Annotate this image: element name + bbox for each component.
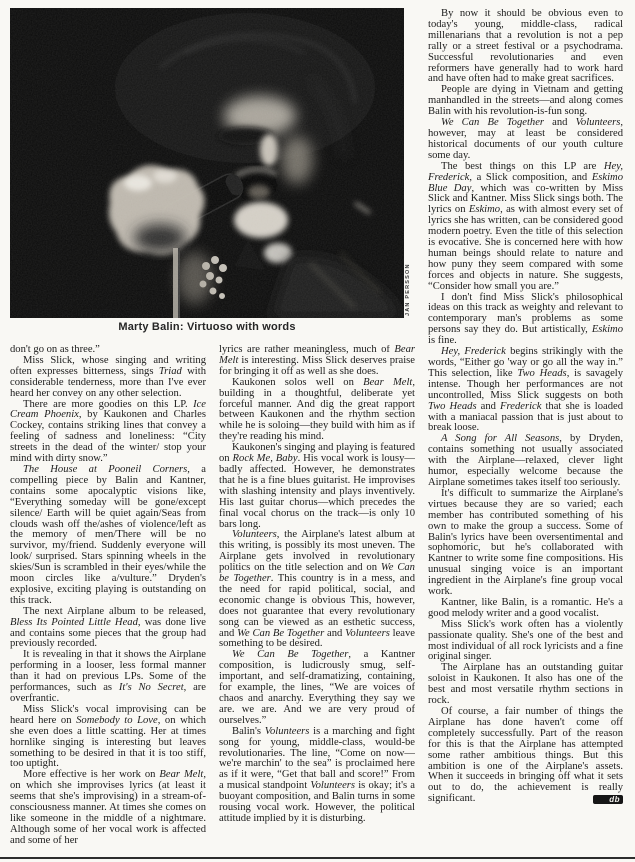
end-of-article-db-mark: db [593,795,623,804]
paragraph: Miss Slick, whose singing and writing often expresses bitterness, sings Triad with considerable tenderness, more than I've ever heard her convey on any other selection. [10,354,206,399]
paragraph: lyrics are rather meaningless, much of Bear Melt is interesting. Miss Slick deserves praise for bringing it off as well as she does. [219,345,415,377]
paragraph: Balin's Volunteers is a marching and fight song for young, middle-class, would-be revolutionaries. The line, “Come on now—we're marchin' to the sea” is proclaimed here as if it were, “Get that ball and score!” From a musical standpoint Volunteers is okay; it's a buoyant composition, and Balin turns in some rousing vocal work. However, the political attitude implied by it is disturbing. [219,725,415,824]
photo-caption: Marty Balin: Virtuoso with words [118,321,296,333]
paragraph: Kantner, like Balin, is a romantic. He's a good melody writer and a good vocalist. [428,596,623,619]
paragraph: The best things on this LP are Hey, Frederick, a Slick composition, and Eskimo Blue Day, which was co-written by Miss Slick and Kantner. Miss Slick sings both. The lyrics on Eskimo, as with almost every set of lyrics she has written, can be considered good modern poetry. Even the title of this selection is evocative. She is concerned here with how human beings should relate to nature and how puny they seem compared with some forces and objects in nature. She suggests, “Consider how small you are.” [428,160,623,292]
article-column-right [428,9,623,856]
paragraph: Of course, a fair number of things the Airplane has done haven't come off completely successfully. Part of the reason for this is that the Airplane has attempted some rather ambitious things. But this ambition is one of the Airplane's assets. When it succeeds in bringing off what it sets out to do, the achievement is really significant. db [428,706,623,805]
paragraph: The Airplane has an outstanding guitar soloist in Kaukonen. It also has one of the best and most versatile rhythm sections in rock. [428,662,623,707]
photographer-credit: JAN PERSSON [405,263,411,316]
bottom-rule [0,857,635,859]
paragraph: Miss Slick's work often has a violently passionate quality. She's one of the best and most individual of all rock lyricists and a fine original singer. [428,618,623,663]
photo-illustration [10,8,404,318]
paragraph: We Can Be Together and Volunteers, however, may at least be considered historical documents of our youth culture some day. [428,117,623,161]
paragraph: I don't find Miss Slick's philosophical ideas on this track as weighty and relevant to contemporary man's problems as some persons say they do. But artistically, Eskimo is fine. [428,291,623,347]
paragraph: Kaukonen solos well on Bear Melt, building in a thoughtful, deliberate yet forceful manner. And dig the great rapport between Kaukonen and the rhythm section while he is soloing—they build with him as if they're reading his mind. [219,376,415,443]
paragraph: It's difficult to summarize the Airplane's virtues because they are so varied; each member has contributed something of his own to make the group a success. Some of Balin's lyrics have been oversentimental and sophomoric, but he's collaborated with Kantner to write some fine compositions. His unusual singing voice is an important ingredient in the Airplane's fine group vocal work. [428,487,623,598]
paragraph: People are dying in Vietnam and getting manhandled in the streets—and along comes Balin with his revolution-is-fun song. [428,84,623,118]
paragraph: Miss Slick's vocal improvising can be heard here on Somebody to Love, on which she even does a little scatting. Her at times hornlike singing is interesting but leaves something to be desired in that it is too stiff, too uptight. [10,703,206,770]
paragraph: don't go on as three.” [10,345,100,355]
article-column-left [10,345,206,856]
paragraph: Kaukonen's singing and playing is featured on Rock Me, Baby. His vocal work is lousy—badly affected. However, he demonstrates that he is a fine blues guitarist. He improvises with slashing intensity and plays inventively. His last guitar chorus—which precedes the final vocal chorus on the track—is only 10 bars long. [219,442,415,530]
paragraph: By now it should be obvious even to today's young, middle-class, radical millenarians that a revolution is not a pep rally or a street festival or a psychodrama. Successful revolutionaries and even reformers have generally had to work hard and have often had to make great sacrifices. [428,9,623,85]
paragraph: We Can Be Together, a Kantner composition, is ludicrously smug, self-important, and self-dramatizing, containing, for example, the lines, “We are voices of chaos and anarchy. Everything they say we are. we are. And we are very proud of ourselves.” [219,649,415,726]
paragraph: More effective is her work on Bear Melt, on which she improvises lyrics (at least it seems that she's improvising) in a stream-of-consciousness manner. At times she comes on like someone in the middle of a nightmare. Although some of her vocal work is affected and some of her [10,769,206,846]
paragraph: A Song for All Seasons, by Dryden, contains something not usually associated with the Airplane—relaxed, clever light humor, especially welcome because the Airplane sometimes takes itself too seriously. [428,433,623,488]
article-column-middle [219,345,415,856]
paragraph: The House at Pooneil Corners, a compelling piece by Balin and Kantner, contains some apocalyptic visions like, “Everything someday will be gone/except silence/ Earth will be quiet again/Seas from clouds wash off the/ashes of violence/left as the memory of men/There will be no survivor, my/friend. Suddenly everyone will look/ surprised. Stars spinning wheels in the skies/Sun is scrambled in their eyes/while the moon circles like a/vulture.” Dryden's explosive, exciting playing is outstanding on this track. [10,463,206,606]
paragraph: The next Airplane album to be released, Bless Its Pointed Little Head, was done live and contains some pieces that the group had previously recorded. [10,605,206,650]
paragraph: It is revealing in that it shows the Airplane performing in a looser, less formal manner than it had on previous LPs. Some of the performances, such as It's No Secret, are overfrantic. [10,649,206,704]
paragraph: Volunteers, the Airplane's latest album at this writing, is possibly its most uneven. The Airplane gets involved in revolutionary politics on the title selection and on We Can be Together. This country is in a mess, and the need for rapid political, social, and economic change is obvious This, however, does not guarantee that every revolutionary song can be viewed as an esthetic success, and We Can Be Together and Volunteers leave something to be desired. [219,529,415,650]
paragraph: Hey, Frederick begins strikingly with the words, “Either go 'way or go all the way in.” This selection, like Two Heads, is savagely intense. Though her performances are not uncontrolled, Miss Slick suggests on both Two Heads and Frederick that she is loaded with a maniacal passion that is just about to break loose. [428,346,623,434]
paragraph: There are more goodies on this LP. Ice Cream Phoenix, by Kaukonen and Charles Cockey, contains striking lines that convey a feeling of sadness and loneliness: “City streets in the dead of the winter/ stop your mind with dirty snow.” [10,398,206,465]
marty-balin-photo [10,8,404,318]
